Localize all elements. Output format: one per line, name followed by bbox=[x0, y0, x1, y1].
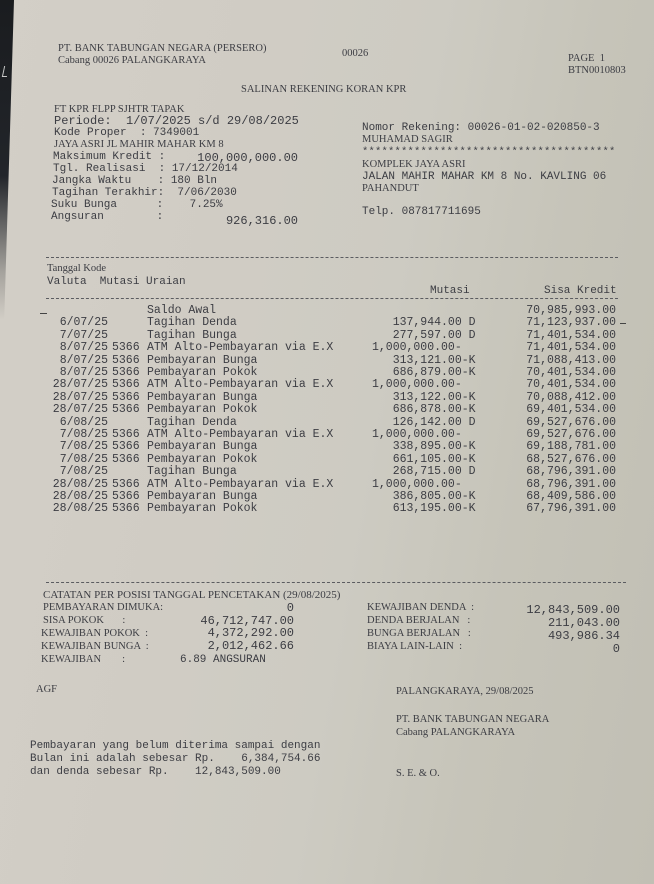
row-sisa-kredit: 67,796,391.00 bbox=[526, 502, 616, 516]
account-number: Nomor Rekening: 00026-01-02-020850-3 bbox=[362, 122, 600, 134]
row-description: Pembayaran Pokok bbox=[147, 452, 258, 466]
row-mutasi: 1,000,000.00- bbox=[372, 477, 462, 491]
row-description: Pembayaran Bunga bbox=[147, 353, 258, 367]
loan-periode: Periode: 1/07/2025 s/d 29/08/2025 bbox=[54, 114, 299, 128]
row-date: 28/08/25 bbox=[52, 502, 108, 516]
row-description: Pembayaran Pokok bbox=[147, 403, 258, 417]
outstanding-note-line1: Pembayaran yang belum diterima sampai dengan bbox=[30, 740, 321, 752]
row-date: 28/08/25 bbox=[52, 477, 108, 491]
row-mutasi: 338,895.00-K bbox=[372, 440, 476, 454]
row-description: Tagihan Bunga bbox=[147, 328, 237, 342]
summary-sisa-pokok-label: SISA POKOK : bbox=[43, 615, 126, 626]
row-code: 5366 bbox=[112, 502, 140, 516]
row-mutasi: 137,944.00 D bbox=[372, 316, 476, 330]
page-number: PAGE 1 bbox=[568, 53, 605, 64]
summary-top-divider bbox=[46, 582, 626, 583]
summary-kewajiban-bunga-value: 2,012,462.66 bbox=[207, 639, 294, 653]
outstanding-note-line3: dan denda sebesar Rp. 12,843,509.00 bbox=[30, 766, 281, 778]
row-sisa-kredit: 69,527,676.00 bbox=[526, 428, 616, 441]
row-sisa-kredit: 70,401,534.00 bbox=[526, 378, 616, 392]
table-header-divider bbox=[46, 298, 618, 299]
row-date: 28/07/25 bbox=[52, 378, 108, 392]
row-mutasi: 313,121.00-K bbox=[372, 353, 476, 367]
document-title: SALINAN REKENING KORAN KPR bbox=[241, 84, 407, 95]
row-code: 5366 bbox=[112, 390, 140, 404]
row-mutasi: 268,715.00 D bbox=[372, 465, 476, 479]
row-code: 5366 bbox=[112, 440, 140, 454]
summary-pembayaran-dimuka-value: 0 bbox=[286, 601, 294, 615]
row-description: Pembayaran Pokok bbox=[147, 502, 258, 516]
table-row bbox=[0, 466, 654, 478]
row-description: Pembayaran Bunga bbox=[147, 490, 258, 503]
row-code: 5366 bbox=[112, 403, 140, 417]
row-sisa-kredit: 71,401,534.00 bbox=[526, 341, 616, 355]
row-code: 5366 bbox=[112, 353, 140, 367]
summary-bunga-berjalan-label: BUNGA BERJALAN : bbox=[367, 628, 471, 639]
summary-sisa-pokok-value: 46,712,747.00 bbox=[200, 614, 294, 628]
row-sisa-kredit: 69,527,676.00 bbox=[526, 415, 616, 429]
customer-separator-stars: *************************************** bbox=[362, 146, 616, 158]
customer-address-line1: KOMPLEK JAYA ASRI bbox=[362, 159, 466, 170]
table-top-divider bbox=[46, 257, 618, 258]
row-code: 5366 bbox=[112, 490, 140, 503]
row-date: 7/08/25 bbox=[59, 465, 108, 479]
summary-pembayaran-dimuka-label: PEMBAYARAN DIMUKA: bbox=[43, 602, 164, 613]
row-date: 28/07/25 bbox=[52, 403, 108, 417]
row-mutasi: 313,122.00-K bbox=[372, 390, 476, 404]
page-edge-shadow bbox=[0, 0, 14, 320]
row-code: 5366 bbox=[112, 452, 140, 466]
row-description: Tagihan Denda bbox=[147, 316, 237, 330]
loan-product: FT KPR FLPP SJHTR TAPAK bbox=[54, 104, 185, 115]
table-row bbox=[0, 317, 654, 329]
row-date: 28/07/25 bbox=[52, 390, 108, 404]
row-description: Pembayaran Bunga bbox=[147, 440, 258, 454]
table-header-valuta-mutasi-uraian: Valuta Mutasi Uraian bbox=[47, 276, 186, 288]
customer-address-line3: PAHANDUT bbox=[362, 183, 419, 194]
row-sisa-kredit: 71,401,534.00 bbox=[526, 328, 616, 342]
row-sisa-kredit: 71,123,937.00 bbox=[526, 316, 616, 330]
summary-title: CATATAN PER POSISI TANGGAL PENCETAKAN (29/08/2025) bbox=[43, 589, 341, 601]
operator-code: AGF bbox=[36, 684, 58, 695]
row-date: 8/07/25 bbox=[59, 366, 108, 379]
row-mutasi: 686,879.00-K bbox=[372, 366, 476, 379]
row-sisa-kredit: 69,401,534.00 bbox=[526, 403, 616, 417]
row-mutasi: 613,195.00-K bbox=[372, 502, 476, 516]
row-date: 7/08/25 bbox=[59, 440, 108, 454]
loan-kode-proper: Kode Proper : 7349001 bbox=[54, 127, 200, 139]
summary-kewajiban-denda-value: 12,843,509.00 bbox=[526, 603, 620, 617]
loan-tagihan-terakhir: Tagihan Terakhir: 7/06/2030 bbox=[52, 187, 237, 199]
row-description: ATM Alto-Pembayaran via E.X bbox=[147, 428, 334, 441]
loan-maksimum-kredit-value: 100,000,000.00 bbox=[197, 151, 298, 165]
signer-bank: PT. BANK TABUNGAN NEGARA bbox=[396, 714, 550, 725]
row-date: 28/08/25 bbox=[52, 490, 108, 503]
row-description: ATM Alto-Pembayaran via E.X bbox=[147, 477, 334, 491]
row-date: 8/07/25 bbox=[59, 341, 108, 355]
row-sisa-kredit: 68,527,676.00 bbox=[526, 452, 616, 466]
row-description: ATM Alto-Pembayaran via E.X bbox=[147, 341, 334, 355]
row-date: 6/07/25 bbox=[59, 316, 108, 330]
customer-address-line2: JALAN MAHIR MAHAR KM 8 No. KAVLING 06 bbox=[362, 171, 607, 183]
errors-omissions-note: S. E. & O. bbox=[396, 768, 440, 779]
branch-code: 00026 bbox=[342, 48, 369, 59]
bank-name: PT. BANK TABUNGAN NEGARA (PERSERO) bbox=[58, 43, 267, 54]
row-sisa-kredit: 70,985,993.00 bbox=[526, 304, 616, 317]
customer-phone: Telp. 087817711695 bbox=[362, 206, 481, 218]
summary-kewajiban-label: KEWAJIBAN : bbox=[41, 654, 125, 665]
row-description: Tagihan Denda bbox=[147, 415, 237, 429]
row-date: 7/07/25 bbox=[59, 328, 108, 342]
summary-biaya-lain-label: BIAYA LAIN-LAIN : bbox=[367, 641, 462, 652]
row-sisa-kredit: 71,088,413.00 bbox=[526, 353, 616, 367]
table-header-mutasi: Mutasi bbox=[430, 285, 470, 297]
table-row bbox=[0, 404, 654, 416]
row-mutasi: 661,105.00-K bbox=[372, 452, 476, 466]
row-mutasi: 126,142.00 D bbox=[372, 415, 476, 429]
row-code: 5366 bbox=[112, 366, 140, 379]
summary-kewajiban-pokok-label: KEWAJIBAN POKOK : bbox=[41, 628, 149, 639]
loan-jangka-waktu: Jangka Waktu : 180 Bln bbox=[52, 175, 218, 187]
row-code: 5366 bbox=[112, 428, 140, 441]
signer-branch: Cabang PALANGKARAYA bbox=[396, 727, 516, 738]
row-mutasi: 277,597.00 D bbox=[372, 328, 476, 342]
place-date: PALANGKARAYA, 29/08/2025 bbox=[396, 686, 534, 697]
loan-maksimum-kredit-label: Maksimum Kredit : bbox=[53, 151, 166, 163]
loan-suku-bunga: Suku Bunga : 7.25% bbox=[51, 199, 223, 211]
row-description: Saldo Awal bbox=[147, 304, 217, 317]
customer-name: MUHAMAD SAGIR bbox=[362, 134, 453, 145]
row-date: 6/08/25 bbox=[59, 415, 108, 429]
summary-kewajiban-pokok-value: 4,372,292.00 bbox=[207, 626, 294, 640]
table-row bbox=[0, 379, 654, 391]
row-sisa-kredit: 70,088,412.00 bbox=[526, 390, 616, 404]
row-mutasi: 1,000,000.00- bbox=[372, 378, 462, 392]
row-code: 5366 bbox=[112, 378, 140, 392]
row-mutasi: 1,000,000.00- bbox=[372, 428, 462, 441]
summary-kewajiban-value: 6.89 ANGSURAN bbox=[180, 654, 266, 666]
summary-kewajiban-denda-label: KEWAJIBAN DENDA : bbox=[367, 602, 475, 613]
table-row bbox=[0, 441, 654, 453]
table-header-tanggal-kode: Tanggal Kode bbox=[47, 263, 107, 274]
table-row bbox=[0, 342, 654, 354]
row-description: Pembayaran Pokok bbox=[147, 366, 258, 379]
table-header-sisa-kredit: Sisa Kredit bbox=[544, 285, 617, 297]
row-sisa-kredit: 68,796,391.00 bbox=[526, 477, 616, 491]
row-date: 7/08/25 bbox=[59, 428, 108, 441]
row-sisa-kredit: 70,401,534.00 bbox=[526, 366, 616, 379]
row-sisa-kredit: 68,796,391.00 bbox=[526, 465, 616, 479]
row-description: ATM Alto-Pembayaran via E.X bbox=[147, 378, 334, 392]
summary-denda-berjalan-value: 211,043.00 bbox=[547, 616, 620, 630]
row-mutasi: 686,878.00-K bbox=[372, 403, 476, 417]
row-sisa-kredit: 69,188,781.00 bbox=[526, 440, 616, 454]
row-description: Tagihan Bunga bbox=[147, 465, 237, 479]
summary-kewajiban-bunga-label: KEWAJIBAN BUNGA : bbox=[41, 641, 149, 652]
row-date: 8/07/25 bbox=[59, 353, 108, 367]
row-code: 5366 bbox=[112, 477, 140, 491]
loan-angsuran-value: 926,316.00 bbox=[225, 214, 298, 228]
loan-tgl-realisasi: Tgl. Realisasi : 17/12/2014 bbox=[53, 163, 238, 175]
branch-name: Cabang 00026 PALANGKARAYA bbox=[58, 55, 206, 66]
row-sisa-kredit: 68,409,586.00 bbox=[526, 490, 616, 503]
document-code: BTN0010803 bbox=[568, 65, 626, 76]
row-mutasi: 386,805.00-K bbox=[372, 490, 476, 503]
transaction-table bbox=[0, 305, 654, 525]
table-row bbox=[0, 503, 654, 515]
loan-angsuran-label: Angsuran : bbox=[51, 211, 164, 223]
summary-bunga-berjalan-value: 493,986.34 bbox=[547, 629, 620, 643]
summary-biaya-lain-value: 0 bbox=[612, 642, 620, 656]
outstanding-note-line2: Bulan ini adalah sebesar Rp. 6,384,754.66 bbox=[30, 753, 321, 765]
summary-denda-berjalan-label: DENDA BERJALAN : bbox=[367, 615, 471, 626]
row-mutasi: 1,000,000.00- bbox=[372, 341, 462, 355]
row-description: Pembayaran Bunga bbox=[147, 390, 258, 404]
loan-project: JAYA ASRI JL MAHIR MAHAR KM 8 bbox=[54, 139, 224, 150]
row-code: 5366 bbox=[112, 341, 140, 355]
row-date: 7/08/25 bbox=[59, 452, 108, 466]
